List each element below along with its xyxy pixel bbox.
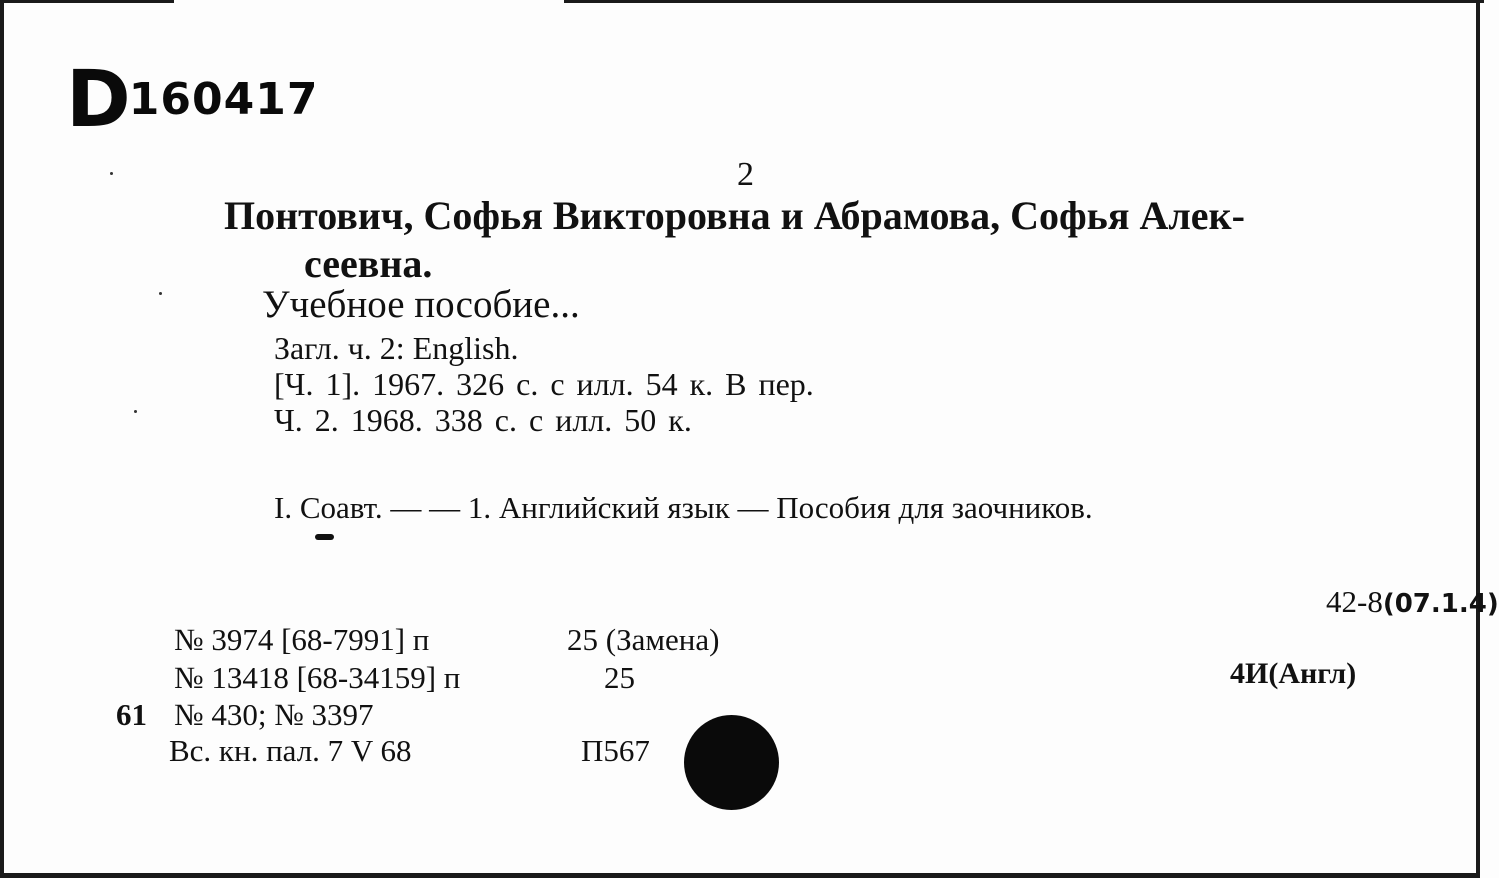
accession-line-3: № 430; № 3397: [174, 697, 374, 732]
punch-hole: [684, 715, 779, 810]
author-heading: Понтович, Софья Викторовна и Абрамова, Софья Алек-: [224, 193, 1245, 238]
accession-line-3-prefix: 61: [116, 697, 147, 732]
accession-line-4: Вс. кн. пал. 7 V 68: [169, 733, 412, 768]
speck: [110, 172, 113, 175]
accession-line-2: № 13418 [68-34159] п: [174, 660, 461, 695]
call-number: [66, 55, 318, 145]
description-line: Ч. 2. 1968. 338 с. с илл. 50 к.: [274, 402, 692, 438]
volume-number: 2: [737, 156, 754, 193]
classification-handwritten: (07.1.4): [1382, 589, 1499, 619]
top-border-right: [564, 0, 1484, 3]
call-number-digits: 160417: [128, 74, 319, 125]
accession-line-1: № 3974 [68-7991] п: [174, 622, 430, 657]
top-border-left: [4, 0, 174, 3]
classification-printed: 42-8: [1326, 584, 1383, 619]
book-title: Учебное пособие...: [262, 283, 580, 326]
accession-line-4-code: П567: [581, 733, 650, 768]
accession-line-2-note: 25: [604, 660, 635, 695]
subject-code: 4И(Англ): [1230, 657, 1357, 690]
speck: [134, 410, 137, 413]
description-line: [Ч. 1]. 1967. 326 с. с илл. 54 к. В пер.: [274, 366, 814, 402]
accession-line-1-note: 25 (Замена): [567, 622, 720, 657]
pencil-mark: [315, 534, 334, 540]
speck: [159, 292, 162, 295]
subject-tracing: I. Соавт. — — 1. Английский язык — Пособия для заочников.: [274, 490, 1093, 525]
call-number-letter: D: [66, 55, 129, 145]
description-line: Загл. ч. 2: English.: [274, 330, 519, 366]
classification-number: [1326, 584, 1499, 620]
author-heading-continued: сеевна.: [304, 241, 433, 286]
